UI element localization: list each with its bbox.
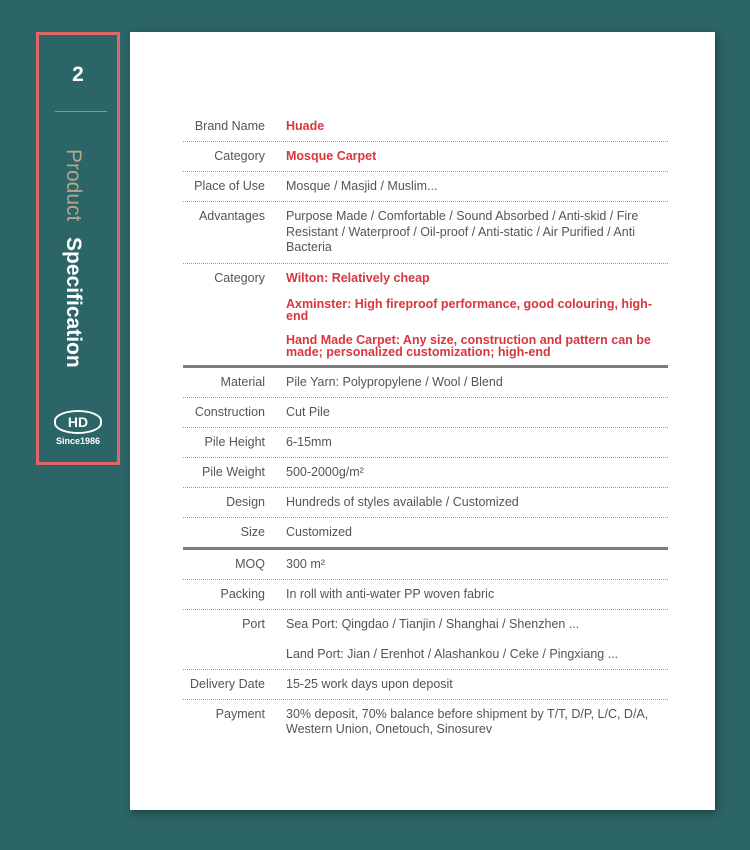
row-value: 15-25 work days upon deposit xyxy=(286,676,453,691)
row-value: Customized xyxy=(286,524,352,539)
row-label: Brand Name xyxy=(194,119,265,133)
row-category xyxy=(183,142,668,172)
row-value: Huade xyxy=(286,119,325,133)
row-advantages xyxy=(183,202,668,264)
row-value xyxy=(286,271,668,358)
row-moq xyxy=(183,550,668,580)
row-value: Cut Pile xyxy=(286,404,330,419)
row-value: 6-15mm xyxy=(286,434,332,449)
row-label: Construction xyxy=(194,404,265,419)
row-value: 30% deposit, 70% balance before shipment by T/T, D/P, L/C, D/A, Western Union, Onetouch, Sinosurev xyxy=(286,706,649,736)
row-design xyxy=(183,488,668,518)
row-label: Category xyxy=(214,149,265,163)
row-value: Mosque Carpet xyxy=(286,149,377,163)
row-payment xyxy=(183,700,668,744)
section-title xyxy=(61,149,85,368)
row-value xyxy=(286,617,668,662)
row-construction xyxy=(183,398,668,428)
row-value: Mosque / Masjid / Muslim... xyxy=(286,179,438,193)
row-pile-height xyxy=(183,428,668,458)
row-pile-weight xyxy=(183,458,668,488)
section-sidebar xyxy=(36,32,120,465)
page-number: 2 xyxy=(72,63,84,86)
row-value: 500-2000g/m² xyxy=(286,464,364,479)
title-bold: Specification xyxy=(62,237,85,368)
category-hand-made: Hand Made Carpet: Any size, construction and pattern can be made; personalized customization; high-end xyxy=(286,332,651,359)
row-label: Packing xyxy=(220,586,265,601)
row-label: MOQ xyxy=(235,556,265,571)
row-category-types xyxy=(183,264,668,368)
row-value: In roll with anti-water PP woven fabric xyxy=(286,586,495,601)
row-place-of-use xyxy=(183,172,668,202)
since-label: Since1986 xyxy=(55,436,101,446)
row-value: Pile Yarn: Polypropylene / Wool / Blend xyxy=(286,374,503,389)
row-material xyxy=(183,368,668,398)
row-value: 300 m² xyxy=(286,556,325,571)
divider xyxy=(55,111,107,112)
row-delivery-date xyxy=(183,670,668,700)
category-axminster: Axminster: High fireproof performance, good colouring, high-end xyxy=(286,296,652,323)
row-label: Payment xyxy=(215,706,265,721)
row-label: Advantages xyxy=(198,209,265,223)
row-label: Design xyxy=(226,494,265,509)
row-label: Pile Height xyxy=(204,434,265,449)
sea-port: Sea Port: Qingdao / Tianjin / Shanghai / Shenzhen ... xyxy=(286,616,580,631)
row-label: Size xyxy=(240,524,265,539)
title-light: Product xyxy=(62,149,85,222)
row-value: Purpose Made / Comfortable / Sound Absorbed / Anti-skid / Fire Resistant / Waterproof / Oil-proof / Anti-static / Air Purified / Anti Bacteria xyxy=(286,209,639,254)
category-wilton: Wilton: Relatively cheap xyxy=(286,270,430,285)
spec-table xyxy=(183,112,668,744)
row-label: Material xyxy=(220,374,265,389)
row-size xyxy=(183,518,668,550)
spec-panel xyxy=(130,32,715,810)
row-label: Category xyxy=(214,270,265,285)
row-port xyxy=(183,610,668,670)
row-brand-name xyxy=(183,112,668,142)
row-label: Port xyxy=(242,616,265,631)
row-packing xyxy=(183,580,668,610)
row-label: Place of Use xyxy=(194,179,265,193)
logo-mark: HD xyxy=(54,410,102,434)
row-label: Delivery Date xyxy=(189,676,265,691)
row-label: Pile Weight xyxy=(202,464,265,479)
company-logo xyxy=(39,410,117,446)
row-value: Hundreds of styles available / Customized xyxy=(286,494,519,509)
land-port: Land Port: Jian / Erenhot / Alashankou / Ceke / Pingxiang ... xyxy=(286,646,619,661)
